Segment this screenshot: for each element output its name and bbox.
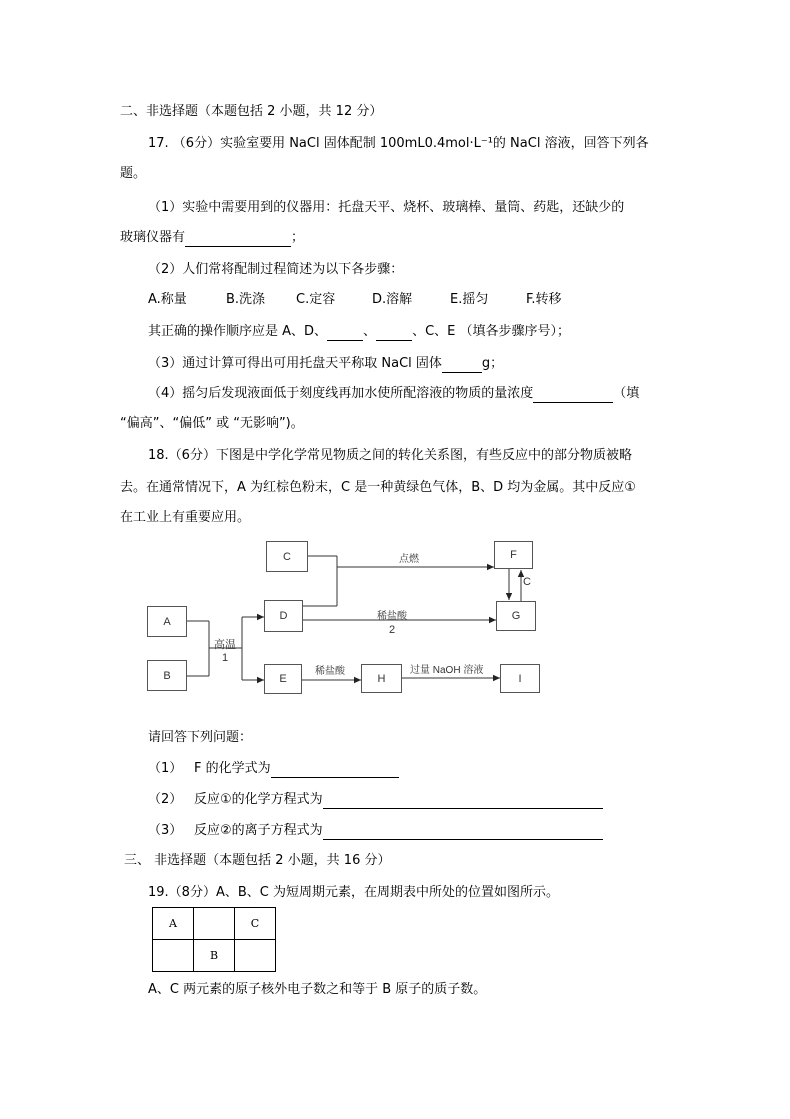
table-row	[153, 940, 276, 972]
q17-stem-line1: 17. （6分）实验室要用 NaCl 固体配制 100mL0.4mol·L⁻¹的 NaCl 溶液，回答下列各	[148, 136, 649, 151]
q17-step-c: C.定容	[296, 292, 336, 307]
table-row	[153, 908, 276, 940]
label-dilute-hcl-2: 稀盐酸	[315, 666, 345, 677]
label-excess-naoh: 过量 NaOH 溶液	[410, 665, 484, 676]
label-c-reagent: C	[523, 576, 531, 588]
q17-order-prefix: 其正确的操作顺序应是 A、D、	[148, 324, 328, 339]
label-reaction-1: 1	[222, 652, 229, 664]
q18-sub1-text: F 的化学式为	[194, 761, 271, 776]
q19-note: A、C 两元素的原子核外电子数之和等于 B 原子的质子数。	[148, 982, 487, 997]
q18-sub3-number: （3）	[148, 823, 183, 838]
q18-stem-line1: 18.（6分）下图是中学化学常见物质之间的转化关系图，有些反应中的部分物质被略	[148, 448, 632, 463]
table-cell: C	[235, 908, 276, 940]
table-cell	[235, 940, 276, 972]
table-cell: B	[194, 940, 235, 972]
table-cell: A	[153, 908, 194, 940]
q17-part3-text: （3）通过计算可得出可用托盘天平称取 NaCl 固体	[148, 356, 442, 371]
q17-part2-text: （2）人们常将配制过程简述为以下各步骤：	[148, 262, 404, 277]
table-cell	[194, 908, 235, 940]
label-dilute-hcl-1: 稀盐酸	[377, 611, 407, 622]
q18-sub1-number: （1）	[148, 761, 183, 776]
label-high-temp: 高温	[214, 639, 236, 651]
q18-sub2-answer-blank[interactable]	[323, 794, 603, 809]
q18-sub2-text: 反应①的化学方程式为	[194, 792, 323, 807]
q17-order-sep: 、	[363, 324, 377, 339]
q17-order-suffix: 、C、E （填各步骤序号）；	[412, 324, 570, 339]
q17-part3-unit: g；	[481, 356, 504, 371]
section-2-heading: 二、非选择题（本题包括 2 小题，共 12 分）	[120, 104, 383, 119]
q18-stem-line2: 去。在通常情况下，A 为红棕色粉末，C 是一种黄绿色气体，B、D 均为金属。其中反应①	[120, 480, 636, 495]
q18-sub2-number: （2）	[148, 792, 183, 807]
q18-answer-prompt: 请回答下列问题：	[148, 730, 253, 745]
q19-stem: 19.（8分）A、B、C 为短周期元素，在周期表中所处的位置如图所示。	[148, 885, 559, 900]
node-f: F	[494, 541, 533, 569]
q17-part1-end: ；	[291, 230, 305, 245]
section-3-heading: 三、 非选择题（本题包括 2 小题，共 16 分）	[124, 853, 391, 868]
node-b: B	[147, 660, 187, 691]
q17-step-b: B.洗涤	[226, 292, 266, 307]
q17-stem-line2: 题。	[120, 166, 147, 181]
q17-part1-line1: （1）实验中需要用到的仪器用：托盘天平、烧杯、玻璃棒、量筒、药匙，还缺少的	[148, 200, 625, 215]
q18-sub3-text: 反应②的离子方程式为	[194, 823, 323, 838]
q18-sub1-answer-blank[interactable]	[271, 763, 399, 778]
q17-part1-label: 玻璃仪器有	[120, 230, 186, 245]
q17-part4-end: （填	[613, 386, 640, 401]
node-a: A	[147, 606, 187, 637]
table-cell	[153, 940, 194, 972]
q18-sub3-line	[148, 822, 603, 840]
node-i: I	[500, 664, 540, 693]
q18-sub3-answer-blank[interactable]	[323, 825, 603, 840]
node-c: C	[266, 541, 308, 572]
q17-step-e: E.摇匀	[450, 292, 489, 307]
q17-part4-text: （4）摇匀后发现液面低于刻度线再加水使所配溶液的物质的量浓度	[148, 386, 534, 401]
q17-step-a: A.称量	[148, 292, 187, 307]
q18-sub2-line	[148, 791, 603, 809]
q17-part4-line2: “偏高”、“偏低” 或 “无影响”)。	[120, 416, 304, 431]
q17-step-f: F.转移	[526, 292, 562, 307]
node-g: G	[496, 601, 536, 631]
q18-stem-line3: 在工业上有重要应用。	[120, 510, 251, 525]
q18-sub1-line	[148, 760, 399, 778]
label-ignite: 点燃	[399, 554, 419, 565]
node-d: D	[264, 600, 303, 632]
q17-step-d: D.溶解	[372, 292, 413, 307]
node-e: E	[264, 664, 302, 694]
periodic-position-table	[152, 907, 276, 972]
label-reaction-2: 2	[389, 624, 396, 636]
node-h: H	[361, 664, 402, 693]
